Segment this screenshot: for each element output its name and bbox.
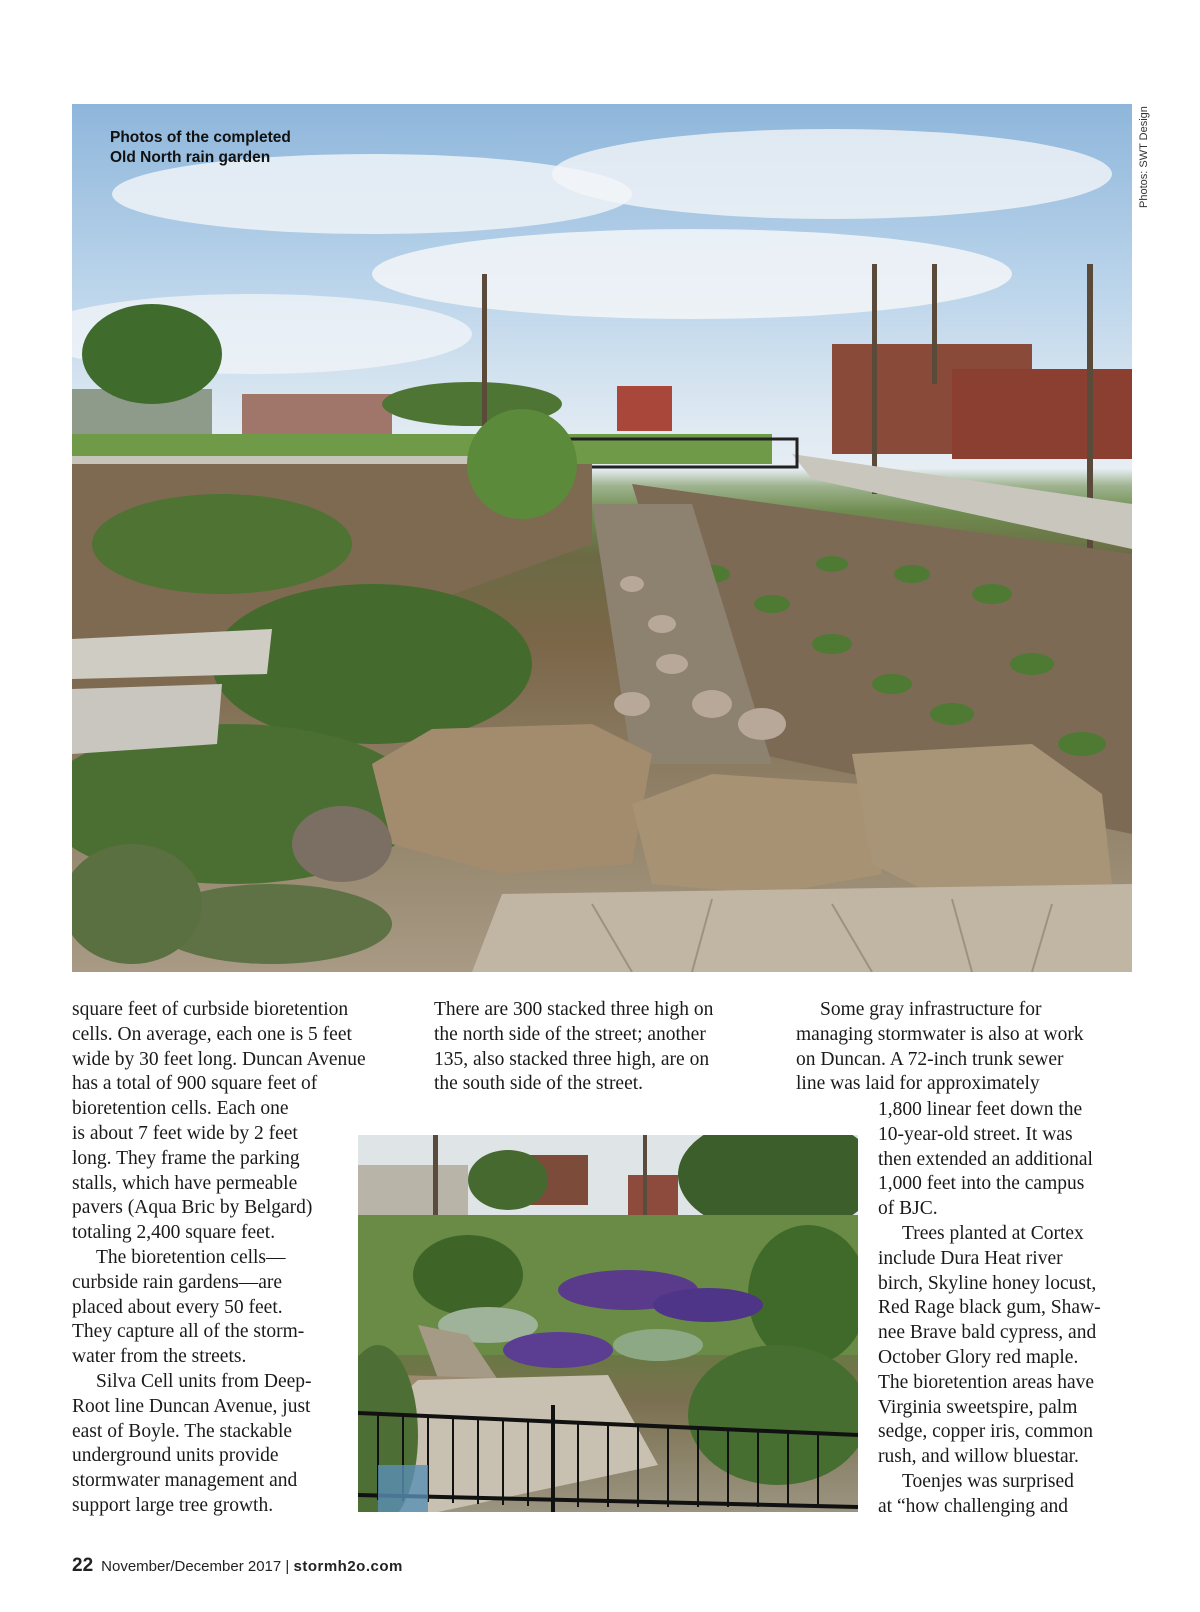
text-line: Silva Cell units from Deep- [96, 1370, 312, 1392]
text-line: square feet of curbside bioretention [72, 999, 349, 1020]
caption-line-2: Old North rain garden [110, 149, 271, 166]
text-line: placed about every 50 feet. [72, 1296, 283, 1318]
text-line: bioretention cells. Each one [72, 1098, 289, 1120]
page-footer [72, 1555, 403, 1577]
text-line: stalls, which have permeable [72, 1172, 298, 1194]
text-line: There are 300 stacked three high on [434, 999, 714, 1020]
body-column-2 [434, 998, 779, 1097]
text-line: curbside rain gardens—are [72, 1271, 283, 1293]
footer-separator: | [285, 1558, 290, 1575]
text-line: The bioretention cells— [96, 1246, 286, 1268]
text-line: nee Brave bald cypress, and [878, 1322, 1097, 1344]
inset-photo [358, 1135, 858, 1512]
photo-credit [1136, 104, 1156, 214]
body-column-3-top [796, 998, 1136, 1097]
text-line: is about 7 feet wide by 2 feet [72, 1122, 298, 1144]
text-line: underground units provide [72, 1445, 279, 1467]
text-line: the north side of the street; another [434, 1023, 706, 1045]
text-line: managing stormwater is also at work [796, 1023, 1084, 1045]
text-line: water from the streets. [72, 1346, 247, 1368]
text-line: has a total of 900 square feet of [72, 1073, 318, 1095]
caption-line-1: Photos of the completed [110, 129, 291, 146]
page-number: 22 [72, 1555, 94, 1576]
text-line: 1,000 feet into the campus [878, 1173, 1085, 1195]
text-line: the south side of the street. [434, 1073, 644, 1095]
text-line: totaling 2,400 square feet. [72, 1222, 276, 1244]
text-line: at “how challenging and [878, 1495, 1069, 1517]
site-url: stormh2o.com [293, 1558, 403, 1575]
rain-garden-photo [72, 104, 1132, 972]
text-line: Some gray infrastructure for [820, 999, 1042, 1020]
main-photo [72, 104, 1132, 972]
body-column-3-bottom [878, 1098, 1138, 1520]
text-line: Toenjes was surprised [902, 1470, 1074, 1492]
lavender-garden-photo [358, 1135, 858, 1512]
photo-credit-text: Photos: SWT Design [1138, 106, 1150, 208]
text-line: The bioretention areas have [878, 1371, 1095, 1393]
text-line: 1,800 linear feet down the [878, 1099, 1083, 1120]
issue-date: November/December 2017 [101, 1558, 282, 1575]
text-line: rush, and willow bluestar. [878, 1446, 1079, 1468]
text-line: stormwater management and [72, 1470, 298, 1492]
text-line: 135, also stacked three high, are on [434, 1048, 710, 1070]
photo-caption [110, 128, 291, 168]
text-line: east of Boyle. The stackable [72, 1420, 293, 1442]
text-line: They capture all of the storm- [72, 1321, 305, 1343]
text-line: support large tree growth. [72, 1494, 274, 1516]
text-line: long. They frame the parking [72, 1147, 300, 1169]
text-line: of BJC. [878, 1198, 938, 1220]
text-line: cells. On average, each one is 5 feet [72, 1023, 352, 1045]
text-line: Root line Duncan Avenue, just [72, 1395, 311, 1417]
text-line: then extended an additional [878, 1148, 1093, 1170]
text-line: wide by 30 feet long. Duncan Avenue [72, 1048, 366, 1070]
text-line: pavers (Aqua Bric by Belgard) [72, 1197, 313, 1219]
text-line: Red Rage black gum, Shaw- [878, 1297, 1101, 1319]
text-line: Virginia sweetspire, palm [878, 1396, 1078, 1418]
text-line: sedge, copper iris, common [878, 1421, 1093, 1443]
text-line: on Duncan. A 72-inch trunk sewer [796, 1048, 1064, 1070]
text-line: Trees planted at Cortex [902, 1222, 1084, 1244]
text-line: include Dura Heat river [878, 1247, 1063, 1269]
text-line: October Glory red maple. [878, 1346, 1079, 1368]
text-line: line was laid for approximately [796, 1073, 1040, 1095]
text-line: 10-year-old street. It was [878, 1123, 1073, 1145]
text-line: birch, Skyline honey locust, [878, 1272, 1097, 1294]
